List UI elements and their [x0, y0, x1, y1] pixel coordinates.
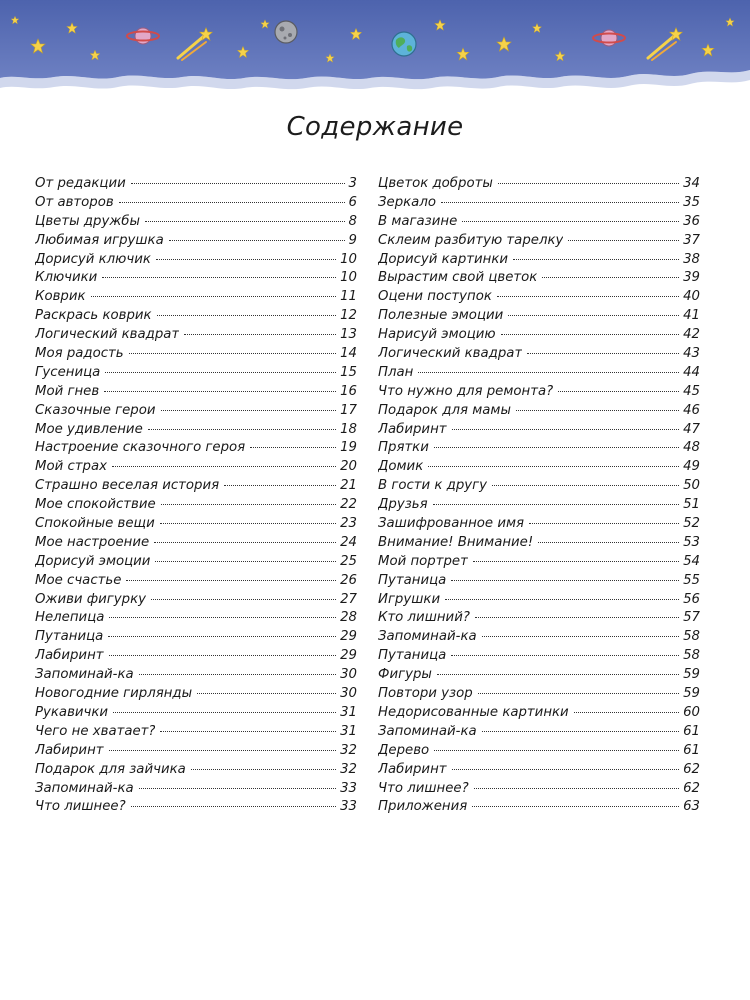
dot-leader — [250, 447, 336, 448]
dot-leader — [105, 372, 336, 373]
toc-entry-title: Коврик — [35, 289, 86, 305]
toc-entry-page: 34 — [683, 176, 700, 191]
dot-leader — [418, 372, 679, 373]
dot-leader — [527, 353, 679, 354]
toc-entry — [378, 232, 700, 251]
toc-entry — [35, 175, 357, 194]
toc-entry-title: Приложения — [378, 799, 468, 815]
dot-leader — [129, 353, 336, 354]
toc-entry-title: Дорисуй эмоции — [35, 553, 151, 569]
toc-entry-title: Цветы дружбы — [35, 213, 140, 229]
toc-entry-page: 45 — [683, 383, 700, 399]
toc-entry-page: 51 — [683, 497, 700, 513]
toc-entry — [35, 780, 357, 799]
toc-entry — [378, 194, 700, 213]
toc-entry-title: Склеим разбитую тарелку — [378, 232, 564, 248]
toc-entry-title: Гусеница — [35, 364, 101, 380]
dot-leader — [197, 693, 336, 694]
toc-entry-title: Цветок доброты — [378, 176, 493, 191]
toc-entry-page: 48 — [683, 440, 700, 456]
toc-entry-title: Игрушки — [378, 591, 441, 607]
toc-entry-title: Лабиринт — [35, 742, 104, 758]
toc-entry — [35, 477, 357, 496]
toc-entry-title: Запоминай-ка — [35, 667, 134, 683]
toc-entry-title: В магазине — [378, 213, 458, 229]
dot-leader — [157, 315, 336, 316]
dot-leader — [482, 636, 679, 637]
toc-entry-title: Повтори узор — [378, 686, 473, 702]
toc-entry-page: 40 — [683, 289, 700, 305]
toc-entry-page: 60 — [683, 704, 700, 720]
dot-leader — [501, 334, 679, 335]
toc-entry-page: 36 — [683, 213, 700, 229]
dot-leader — [508, 315, 679, 316]
toc-entry-title: Подарок для мамы — [378, 402, 511, 418]
dot-leader — [155, 561, 336, 562]
toc-entry-page: 42 — [683, 327, 700, 343]
dot-leader — [498, 183, 679, 184]
dot-leader — [473, 561, 679, 562]
toc-entry — [378, 704, 700, 723]
toc-entry-title: Рукавички — [35, 704, 109, 720]
toc-entry-title: Лабиринт — [35, 648, 104, 664]
toc-entry — [35, 383, 357, 402]
toc-entry-page: 21 — [340, 478, 357, 494]
toc-entry — [378, 477, 700, 496]
toc-entry-page: 25 — [340, 553, 357, 569]
toc-entry-title: Зашифрованное имя — [378, 516, 525, 532]
toc-entry-title: Моя радость — [35, 346, 124, 362]
dot-leader — [151, 599, 336, 600]
toc-entry-page: 14 — [340, 346, 357, 362]
toc-entry — [35, 307, 357, 326]
toc-entry-title: Настроение сказочного героя — [35, 440, 246, 456]
toc-entry — [35, 609, 357, 628]
dot-leader — [109, 617, 336, 618]
toc-entry — [35, 572, 357, 591]
toc-entry — [35, 553, 357, 572]
toc-entry-page: 32 — [340, 742, 357, 758]
toc-entry-title: Путаница — [378, 648, 447, 664]
dot-leader — [437, 674, 679, 675]
toc-entry — [35, 402, 357, 421]
toc-entry-title: Оцени поступок — [378, 289, 492, 305]
toc-entry-page: 3 — [348, 176, 357, 191]
toc-entry — [378, 534, 700, 553]
toc-column-left — [35, 175, 357, 817]
toc-entry-page: 13 — [340, 327, 357, 343]
dot-leader — [139, 788, 336, 789]
dot-leader — [108, 636, 336, 637]
toc-entry-title: Домик — [378, 459, 424, 475]
toc-entry-page: 27 — [340, 591, 357, 607]
toc-entry-page: 16 — [340, 383, 357, 399]
moon-icon — [275, 21, 297, 43]
page-title: Содержание — [286, 112, 464, 142]
dot-leader — [119, 202, 345, 203]
dot-leader — [558, 391, 679, 392]
toc-entry — [378, 421, 700, 440]
toc-entry-title: Нелепица — [35, 610, 105, 626]
dot-leader — [109, 655, 337, 656]
toc-entry-page: 41 — [683, 308, 700, 324]
toc-entry-title: Фигуры — [378, 667, 432, 683]
toc-entry-title: Внимание! Внимание! — [378, 534, 534, 550]
toc-entry-page: 43 — [683, 346, 700, 362]
toc-entry-title: Что лишнее? — [35, 799, 126, 815]
toc-entry-title: Оживи фигурку — [35, 591, 146, 607]
toc-entry-title: Недорисованные картинки — [378, 704, 569, 720]
toc-entry-title: Спокойные вещи — [35, 516, 155, 532]
toc-entry-title: Дорисуй ключик — [35, 251, 151, 267]
dot-leader — [102, 277, 336, 278]
space-banner — [0, 0, 750, 92]
toc-entry-page: 10 — [340, 251, 357, 267]
toc-entry — [35, 723, 357, 742]
toc-entry-title: Любимая игрушка — [35, 232, 164, 248]
toc-entry-page: 50 — [683, 478, 700, 494]
dot-leader — [126, 580, 336, 581]
toc-entry-page: 33 — [340, 780, 357, 796]
toc-entry-page: 22 — [340, 497, 357, 513]
toc-entry-page: 18 — [340, 421, 357, 437]
toc-entry-page: 59 — [683, 686, 700, 702]
toc-entry — [378, 383, 700, 402]
toc-entry — [35, 628, 357, 647]
toc-entry — [378, 628, 700, 647]
dot-leader — [434, 750, 679, 751]
toc-entry-title: В гости к другу — [378, 478, 488, 494]
toc-entry-title: Вырастим свой цветок — [378, 270, 538, 286]
toc-entry — [35, 269, 357, 288]
dot-leader — [452, 429, 680, 430]
toc-entry-title: Раскрась коврик — [35, 308, 152, 324]
toc-entry-title: От редакции — [35, 176, 126, 191]
toc-entry — [378, 572, 700, 591]
toc-entry-title: Прятки — [378, 440, 429, 456]
toc-entry-page: 57 — [683, 610, 700, 626]
toc-entry — [35, 458, 357, 477]
toc-entry-page: 39 — [683, 270, 700, 286]
dot-leader — [112, 466, 336, 467]
toc-entry-title: Лабиринт — [378, 761, 447, 777]
toc-entry — [378, 307, 700, 326]
toc-entry-title: Мое удивление — [35, 421, 143, 437]
toc-entry — [35, 742, 357, 761]
dot-leader — [538, 542, 679, 543]
toc-entry-title: Логический квадрат — [35, 327, 180, 343]
toc-entry-title: Нарисуй эмоцию — [378, 327, 496, 343]
toc-entry-page: 63 — [683, 799, 700, 815]
earth-icon — [392, 32, 416, 56]
dot-leader — [428, 466, 679, 467]
dot-leader — [542, 277, 679, 278]
dot-leader — [462, 221, 679, 222]
toc-entry — [35, 213, 357, 232]
toc-entry — [378, 553, 700, 572]
toc-entry-page: 30 — [340, 667, 357, 683]
dot-leader — [516, 410, 679, 411]
dot-leader — [104, 391, 336, 392]
toc-entry — [35, 194, 357, 213]
toc-entry-page: 62 — [683, 780, 700, 796]
dot-leader — [131, 806, 336, 807]
dot-leader — [568, 240, 679, 241]
toc-entry-title: Дорисуй картинки — [378, 251, 509, 267]
toc-entry — [378, 458, 700, 477]
toc-entry — [378, 685, 700, 704]
dot-leader — [452, 769, 680, 770]
toc-entry-title: Путаница — [378, 572, 447, 588]
toc-entry-page: 58 — [683, 648, 700, 664]
toc-entry — [378, 402, 700, 421]
toc-entry — [35, 704, 357, 723]
toc-entry — [35, 364, 357, 383]
toc-entry-page: 9 — [348, 232, 357, 248]
toc-entry-page: 19 — [340, 440, 357, 456]
toc-entry — [378, 326, 700, 345]
toc-entry-page: 44 — [683, 364, 700, 380]
toc-entry-page: 47 — [683, 421, 700, 437]
dot-leader — [160, 731, 336, 732]
toc-entry — [35, 591, 357, 610]
toc-entry-title: Что лишнее? — [378, 780, 469, 796]
toc-entry-page: 56 — [683, 591, 700, 607]
toc-entry-title: Запоминай-ка — [35, 780, 134, 796]
toc-entry — [378, 742, 700, 761]
dot-leader — [160, 523, 336, 524]
toc-entry-title: Лабиринт — [378, 421, 447, 437]
dot-leader — [109, 750, 337, 751]
dot-leader — [139, 674, 336, 675]
toc-entry-title: Запоминай-ка — [378, 629, 477, 645]
toc-entry — [35, 232, 357, 251]
toc-entry-title: Чего не хватает? — [35, 723, 156, 739]
dot-leader — [441, 202, 679, 203]
toc-entry-page: 10 — [340, 270, 357, 286]
toc-entry — [35, 326, 357, 345]
toc-entry-page: 49 — [683, 459, 700, 475]
toc-entry-page: 61 — [683, 723, 700, 739]
toc-entry-title: Что нужно для ремонта? — [378, 383, 554, 399]
toc-entry-page: 12 — [340, 308, 357, 324]
banner-illustration — [0, 0, 750, 92]
toc-entry — [378, 609, 700, 628]
dot-leader — [482, 731, 679, 732]
toc-entry — [378, 723, 700, 742]
dot-leader — [161, 410, 337, 411]
toc-entry — [378, 251, 700, 270]
dot-leader — [497, 296, 679, 297]
toc-entry-page: 26 — [340, 572, 357, 588]
toc-entry-title: Мой страх — [35, 459, 107, 475]
toc-entry — [378, 439, 700, 458]
toc-entry-page: 29 — [340, 648, 357, 664]
dot-leader — [574, 712, 679, 713]
toc-entry — [378, 269, 700, 288]
toc-entry — [35, 439, 357, 458]
toc-entry — [378, 591, 700, 610]
toc-column-right — [378, 175, 700, 817]
toc-entry-page: 59 — [683, 667, 700, 683]
toc-entry — [35, 251, 357, 270]
dot-leader — [145, 221, 345, 222]
dot-leader — [91, 296, 337, 297]
toc-entry-title: Полезные эмоции — [378, 308, 504, 324]
dot-leader — [224, 485, 336, 486]
toc-entry — [35, 288, 357, 307]
toc-entry-title: Логический квадрат — [378, 346, 523, 362]
toc-entry — [35, 534, 357, 553]
toc-entry-title: Путаница — [35, 629, 104, 645]
toc-entry-page: 30 — [340, 686, 357, 702]
toc-entry — [378, 175, 700, 194]
toc-entry-page: 28 — [340, 610, 357, 626]
toc-entry-title: Мой портрет — [378, 553, 468, 569]
toc-entry-title: Мое настроение — [35, 534, 150, 550]
toc-entry — [378, 798, 700, 817]
toc-entry — [378, 213, 700, 232]
toc-entry-title: От авторов — [35, 194, 114, 210]
dot-leader — [445, 599, 679, 600]
toc-entry — [378, 666, 700, 685]
toc-entry-page: 15 — [340, 364, 357, 380]
toc-entry-page: 35 — [683, 194, 700, 210]
dot-leader — [113, 712, 336, 713]
toc-entry-title: Новогодние гирлянды — [35, 686, 193, 702]
toc-entry-page: 62 — [683, 761, 700, 777]
dot-leader — [472, 806, 679, 807]
toc-entry — [378, 288, 700, 307]
dot-leader — [131, 183, 345, 184]
toc-entry-page: 23 — [340, 516, 357, 532]
toc-entry-page: 8 — [348, 213, 357, 229]
toc-entry-title: Подарок для зайчика — [35, 761, 186, 777]
dot-leader — [474, 788, 679, 789]
dot-leader — [161, 504, 336, 505]
toc-entry-page: 55 — [683, 572, 700, 588]
toc-entry-page: 31 — [340, 723, 357, 739]
toc-entry-page: 46 — [683, 402, 700, 418]
toc-entry-title: Запоминай-ка — [378, 723, 477, 739]
dot-leader — [434, 447, 679, 448]
toc-entry — [378, 515, 700, 534]
toc-entry-page: 31 — [340, 704, 357, 720]
toc-entry-page: 37 — [683, 232, 700, 248]
toc-entry-page: 38 — [683, 251, 700, 267]
toc-entry-page: 29 — [340, 629, 357, 645]
dot-leader — [433, 504, 679, 505]
toc-entry-page: 6 — [348, 194, 357, 210]
toc-entry-page: 17 — [340, 402, 357, 418]
toc-entry-page: 20 — [340, 459, 357, 475]
toc-entry — [35, 496, 357, 515]
toc-entry-title: Кто лишний? — [378, 610, 470, 626]
toc-entry-page: 52 — [683, 516, 700, 532]
toc-entry-title: Мое спокойствие — [35, 497, 156, 513]
toc-entry-title: Сказочные герои — [35, 402, 156, 418]
dot-leader — [478, 693, 679, 694]
dot-leader — [492, 485, 679, 486]
dot-leader — [451, 580, 679, 581]
dot-leader — [191, 769, 336, 770]
toc-entry-page: 11 — [340, 289, 357, 305]
toc-entry — [378, 345, 700, 364]
toc-entry — [35, 345, 357, 364]
dot-leader — [451, 655, 679, 656]
toc-entry-title: План — [378, 364, 414, 380]
dot-leader — [184, 334, 336, 335]
toc-entry-page: 33 — [340, 799, 357, 815]
dot-leader — [475, 617, 679, 618]
toc-entry-title: Друзья — [378, 497, 428, 513]
toc-entry — [378, 364, 700, 383]
dot-leader — [513, 259, 679, 260]
dot-leader — [169, 240, 345, 241]
toc-entry — [35, 685, 357, 704]
toc-entry — [378, 496, 700, 515]
dot-leader — [154, 542, 336, 543]
dot-leader — [529, 523, 679, 524]
toc-entry — [378, 780, 700, 799]
toc-entry-page: 53 — [683, 534, 700, 550]
toc-entry-page: 61 — [683, 742, 700, 758]
dot-leader — [156, 259, 336, 260]
toc-entry-page: 58 — [683, 629, 700, 645]
toc-entry — [35, 666, 357, 685]
toc-entry — [378, 647, 700, 666]
toc-entry — [35, 798, 357, 817]
toc-entry — [35, 647, 357, 666]
toc-entry-page: 24 — [340, 534, 357, 550]
toc-entry-title: Ключики — [35, 270, 98, 286]
toc-entry-title: Мой гнев — [35, 383, 100, 399]
toc-entry — [35, 761, 357, 780]
toc-entry-title: Зеркало — [378, 194, 436, 210]
toc-entry — [378, 761, 700, 780]
toc-entry-page: 54 — [683, 553, 700, 569]
dot-leader — [148, 429, 336, 430]
toc-entry-title: Дерево — [378, 742, 430, 758]
toc-entry — [35, 421, 357, 440]
toc-entry-title: Мое счастье — [35, 572, 122, 588]
toc-entry-title: Страшно веселая история — [35, 478, 220, 494]
toc-entry — [35, 515, 357, 534]
toc-entry-page: 32 — [340, 761, 357, 777]
